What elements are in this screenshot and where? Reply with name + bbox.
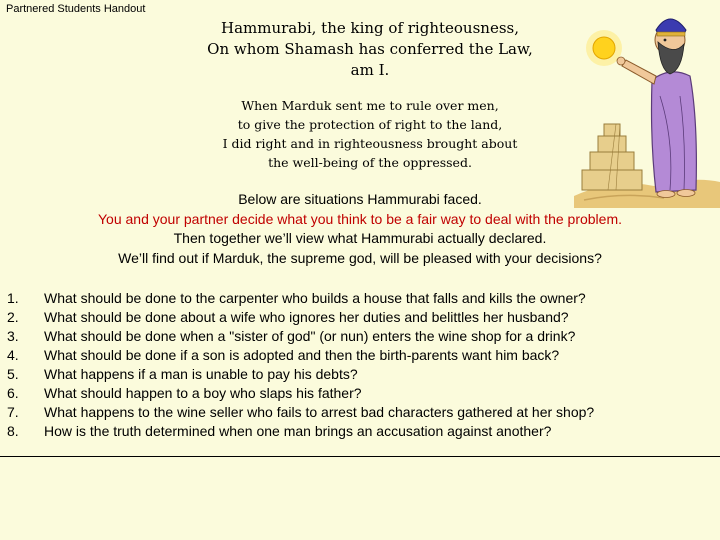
question-number: 7. [7,404,19,420]
quote-line: I did right and in righteousness brought about [222,136,518,151]
question-item [0,365,720,384]
quote-line: When Marduk sent me to rule over men, [241,98,499,113]
question-text: What should be done to the carpenter who builds a house that falls and kills the owner? [44,290,586,306]
instructions-line: Below are situations Hammurabi faced. [238,191,482,207]
question-text: What should be done about a wife who ignores her duties and belittles her husband? [44,309,569,325]
question-item [0,308,720,327]
title-line: Hammurabi, the king of righteousness, [220,19,519,37]
question-number: 6. [7,385,19,401]
title-line: am I. [350,61,390,79]
handout-header-label: Partnered Students Handout [6,3,146,15]
title-block [170,18,570,81]
question-text: What should be done when a "sister of god" (or nun) enters the wine shop for a drink? [44,328,576,344]
instructions-emphasis-line: You and your partner decide what you think to be a fair way to deal with the problem. [97,210,623,227]
question-text: What happens to the wine seller who fails to arrest bad characters gathered at her shop? [44,404,595,420]
bottom-divider [0,456,720,457]
question-list [0,289,720,441]
question-item [0,346,720,365]
question-number: 3. [7,328,19,344]
question-text: What happens if a man is unable to pay his debts? [44,366,358,382]
question-item [0,289,720,308]
question-number: 4. [7,347,19,363]
instructions-block [0,190,720,268]
question-item [0,384,720,403]
hammurabi-illustration [574,0,720,208]
quote-line: the well-being of the oppressed. [268,155,472,170]
sun-icon [586,30,622,66]
question-text: What should be done if a son is adopted and then the birth-parents want him back? [44,347,560,363]
question-number: 2. [7,309,19,325]
question-number: 1. [7,290,19,306]
question-text: How is the truth determined when one man brings an accusation against another? [44,423,552,439]
title-line: On whom Shamash has conferred the Law, [207,40,533,58]
instructions-line: Then together we’ll view what Hammurabi actually declared. [173,230,547,246]
question-number: 8. [7,423,19,439]
quote-line: to give the protection of right to the land, [237,117,503,132]
question-number: 5. [7,366,19,382]
question-text: What should happen to a boy who slaps his father? [44,385,362,401]
instructions-line: We’ll find out if Marduk, the supreme god, will be pleased with your decisions? [118,249,602,266]
question-item [0,403,720,422]
quote-block [170,96,570,172]
question-item [0,327,720,346]
question-item [0,422,720,441]
